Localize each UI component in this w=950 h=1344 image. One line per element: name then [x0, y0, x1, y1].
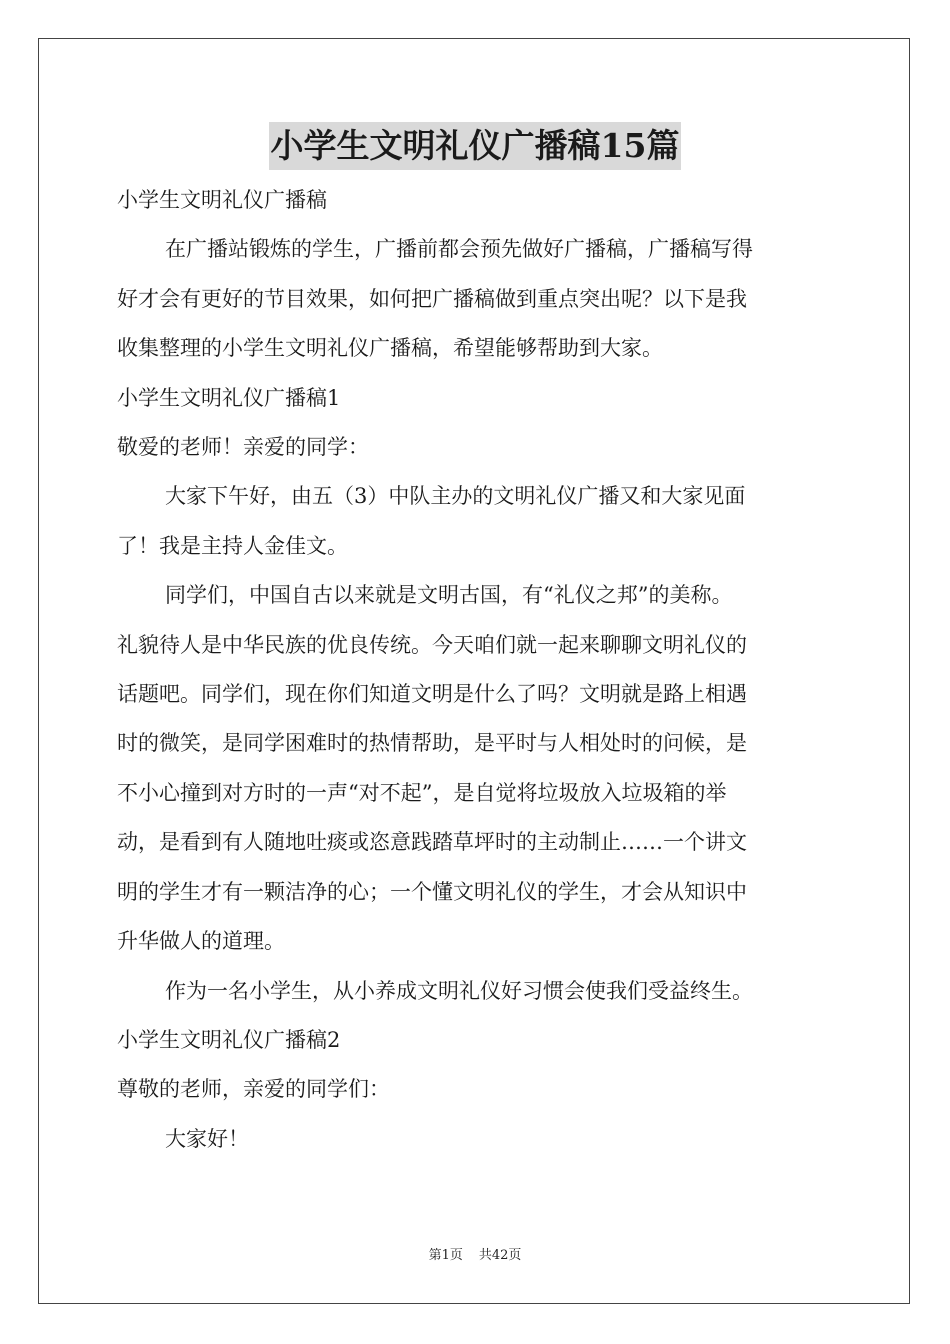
body-paragraph-line: 动，是看到有人随地吐痰或恣意践踏草坪时的主动制止……一个讲文 — [117, 830, 747, 855]
body-paragraph-line: 升华做人的道理。 — [117, 929, 285, 954]
intro-paragraph-line: 好才会有更好的节目效果，如何把广播稿做到重点突出呢？以下是我 — [117, 286, 747, 311]
body-paragraph-line: 作为一名小学生，从小养成文明礼仪好习惯会使我们受益终生。 — [165, 978, 753, 1003]
document-title — [0, 122, 950, 170]
document-body — [117, 176, 837, 1164]
page-total: 共42页 — [478, 1248, 522, 1263]
body-paragraph-line: 了！我是主持人金佳文。 — [117, 533, 348, 558]
body-paragraph-line: 礼貌待人是中华民族的优良传统。今天咱们就一起来聊聊文明礼仪的 — [117, 632, 747, 657]
salutation-line: 尊敬的老师，亲爱的同学们： — [117, 1077, 390, 1102]
subtitle-line: 小学生文明礼仪广播稿 — [117, 188, 327, 212]
body-paragraph-line: 明的学生才有一颗洁净的心；一个懂文明礼仪的学生，才会从知识中 — [117, 879, 747, 904]
section-heading-1: 小学生文明礼仪广播稿1 — [117, 385, 341, 410]
intro-paragraph-line: 在广播站锻炼的学生，广播前都会预先做好广播稿，广播稿写得 — [165, 237, 753, 262]
body-paragraph-line: 不小心撞到对方时的一声“对不起”，是自觉将垃圾放入垃圾箱的举 — [117, 780, 727, 805]
section-heading-2: 小学生文明礼仪广播稿2 — [117, 1027, 341, 1052]
intro-paragraph-line: 收集整理的小学生文明礼仪广播稿，希望能够帮助到大家。 — [117, 336, 663, 361]
body-paragraph-line: 话题吧。同学们，现在你们知道文明是什么了吗？文明就是路上相遇 — [117, 682, 747, 707]
document-title-text: 小学生文明礼仪广播稿15篇 — [269, 122, 682, 170]
page-footer — [0, 1246, 950, 1266]
body-paragraph-line: 大家下午好，由五（3）中队主办的文明礼仪广播又和大家见面 — [165, 484, 746, 509]
salutation-line: 敬爱的老师！亲爱的同学： — [117, 435, 369, 460]
body-paragraph-line: 时的微笑，是同学困难时的热情帮助，是平时与人相处时的问候，是 — [117, 731, 747, 756]
body-paragraph-line: 同学们，中国自古以来就是文明古国，有“礼仪之邦”的美称。 — [165, 583, 733, 608]
greeting-line: 大家好！ — [165, 1126, 249, 1151]
page-number: 第1页 — [428, 1248, 463, 1263]
